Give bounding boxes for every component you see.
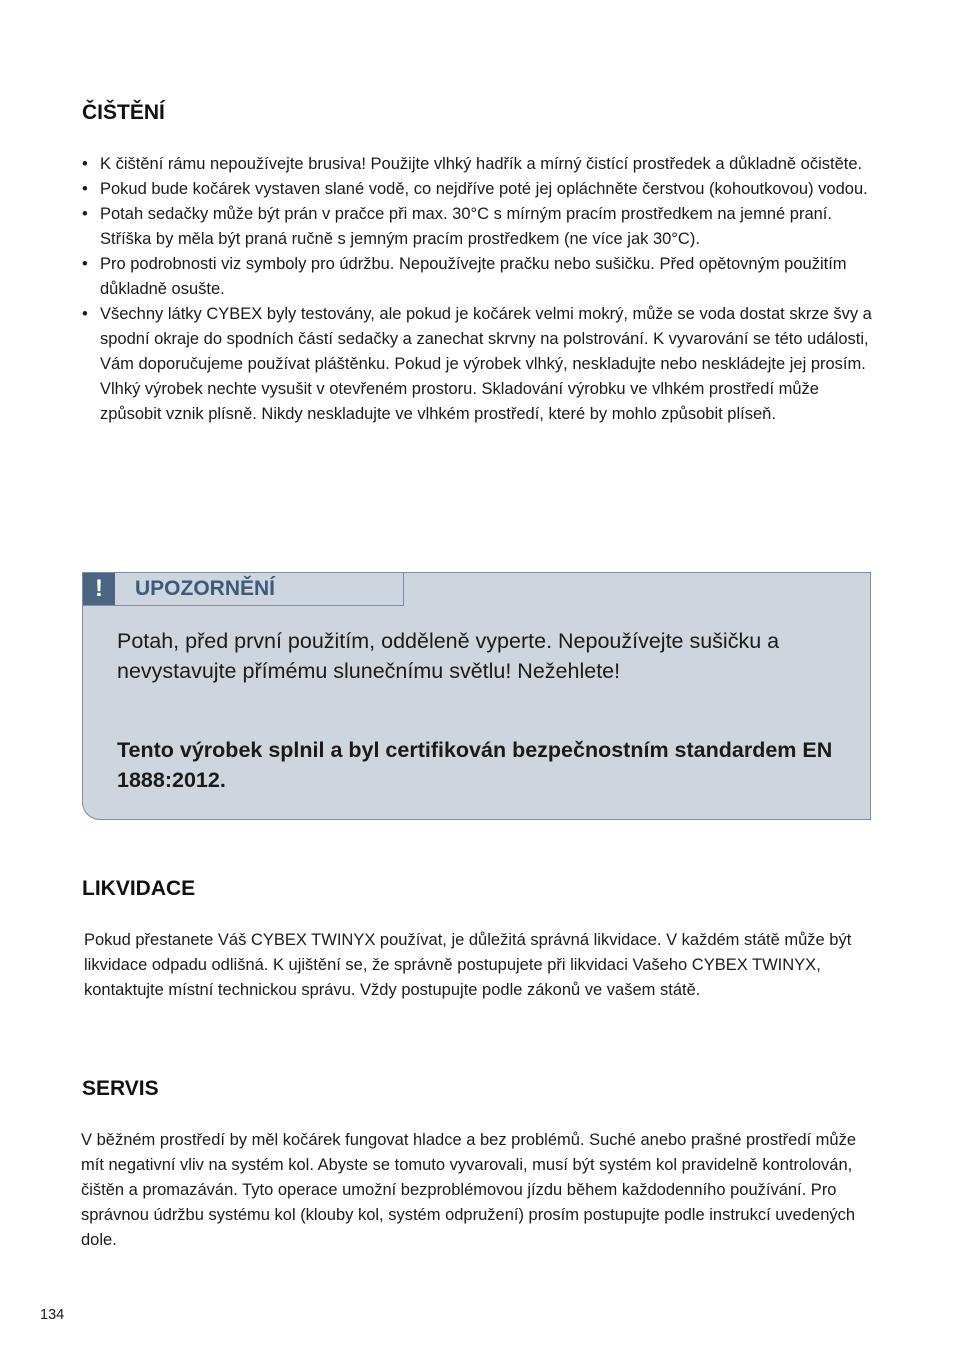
certification-text: Tento výrobek splnil a byl certifikován bezpečnostním standardem EN 1888:2012. [117, 738, 833, 792]
list-item-text: Potah sedačky může být prán v pračce při max. 30°C s mírným pracím prostředkem na jemné praní. Stříška by měla být praná ručně s jemným pracím prostředkem (ne více jak 30°C). [100, 205, 832, 248]
list-item-text: Pokud bude kočárek vystaven slané vodě, co nejdříve poté jej opláchněte čerstvou (kohoutkovou) vodou. [100, 180, 868, 198]
list-item [82, 252, 882, 302]
list-item [82, 202, 882, 252]
service-text: V běžném prostředí by měl kočárek fungovat hladce a bez problémů. Suché anebo prašné prostředí může mít negativní vliv na systém kol. Abyste se tomuto vyvarovali, musí být systém kol pravidelně kontrolován, čištěn a promazáván. Tyto operace umožní bezproblémovou jízdu během každodenního používání. Pro správnou údržbu systému kol (klouby kol, systém odpružení) prosím postupujte podle instrukcí uvedených dole. [81, 1131, 857, 1249]
list-item [82, 302, 882, 427]
bullet-icon: • [82, 305, 88, 323]
bullet-icon: • [82, 180, 88, 198]
cleaning-heading: ČIŠTĚNÍ [82, 101, 165, 124]
list-item [82, 152, 882, 177]
bullet-icon: • [82, 155, 88, 173]
list-item-text: Všechny látky CYBEX byly testovány, ale pokud je kočárek velmi mokrý, může se voda dostat skrze švy a spodní okraje do spodních částí sedačky a zanechat skrvny na polstrování. K vyvarování se této události, Vám doporučujeme používat pláštěnku. Pokud je výrobek vlhký, neskladujte nebo neskládejte jej prosím. Vlhký výrobek nechte vysušit v otevřeném prostoru. Skladování výrobku ve vlhkém prostředí může způsobit vznik plísně. Nikdy neskladujte ve vlhkém prostředí, které by mohlo způsobit plíseň. [100, 305, 872, 423]
disposal-heading: LIKVIDACE [82, 877, 196, 900]
cleaning-list [82, 152, 882, 427]
service-heading: SERVIS [82, 1077, 159, 1100]
list-item [82, 177, 882, 202]
warning-header [82, 572, 404, 606]
warning-text: Potah, před první použitím, odděleně vyperte. Nepoužívejte sušičku a nevystavujte přímému slunečnímu světlu! Nežehlete! [117, 629, 780, 683]
warning-title: UPOZORNĚNÍ [135, 577, 276, 600]
page-number: 134 [40, 1307, 65, 1323]
bullet-icon: • [82, 205, 88, 223]
exclamation-icon: ! [83, 573, 115, 605]
disposal-text: Pokud přestanete Váš CYBEX TWINYX používat, je důležitá správná likvidace. V každém státě může být likvidace odpadu odlišná. K ujištění se, že správně postupujete při likvidaci Vašeho CYBEX TWINYX, kontaktujte místní technickou správu. Vždy postupujte podle zákonů ve vašem státě. [84, 931, 852, 999]
list-item-text: K čištění rámu nepoužívejte brusiva! Použijte vlhký hadřík a mírný čistící prostředek a důkladně očistěte. [100, 155, 863, 173]
bullet-icon: • [82, 255, 88, 273]
list-item-text: Pro podrobnosti viz symboly pro údržbu. Nepoužívejte pračku nebo sušičku. Před opětovným použitím důkladně osušte. [100, 255, 847, 298]
warning-box [82, 572, 871, 820]
